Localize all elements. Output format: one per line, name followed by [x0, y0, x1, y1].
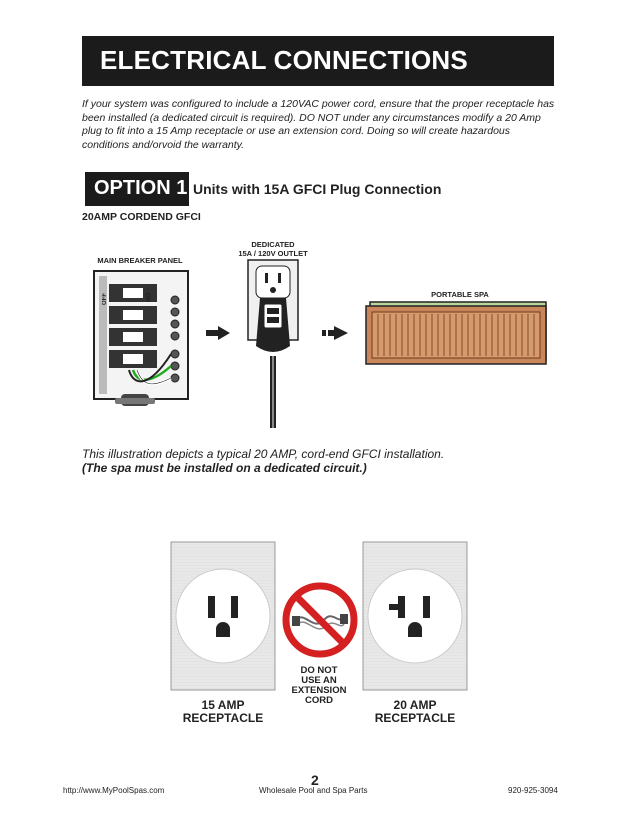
- warning-line1: DO NOT: [300, 665, 338, 676]
- 20-amp-receptacle-illustration: [362, 541, 468, 691]
- arrow-icon: [206, 326, 230, 340]
- illustration-caption: This illustration depicts a typical 20 AMP, cord-end GFCI installation.: [82, 447, 445, 461]
- footer-center-text: Wholesale Pool and Spa Parts: [259, 786, 368, 795]
- outlet-label-line1: DEDICATED: [251, 240, 295, 249]
- footer-website-link[interactable]: http://www.MyPoolSpas.com: [63, 786, 165, 795]
- warning-line2: USE AN: [301, 675, 337, 686]
- warning-line4: CORD: [305, 695, 333, 706]
- intro-paragraph: If your system was configured to include a 120VAC power cord, ensure that the proper receptacle has been installed (a dedicated circuit is required). DO NOT under any circumstances modify a 20 Amp plug to fit into a 15 Amp receptacle or use an extension cord. Doing so will create hazardous conditions and/orvoid the warranty.: [82, 98, 555, 151]
- option-badge-label: OPTION 1: [94, 177, 188, 199]
- option-badge: [85, 172, 189, 206]
- warning-line3: EXTENSION: [291, 685, 347, 696]
- illustration-caption-note: (The spa must be installed on a dedicated circuit.): [82, 461, 367, 475]
- outlet-label-line2: 15A / 120V OUTLET: [238, 249, 308, 258]
- footer-phone: 920-925-3094: [508, 786, 558, 795]
- subheading: 20AMP CORDEND GFCI: [82, 211, 201, 223]
- 15-amp-receptacle-label: RECEPTACLE: [182, 711, 264, 725]
- outlet-with-gfci-illustration: [238, 258, 308, 428]
- breaker-panel-illustration: [93, 270, 189, 414]
- 15-amp-label: 15 AMP: [201, 698, 245, 712]
- breaker-panel-label: MAIN BREAKER PANEL: [97, 256, 183, 265]
- portable-spa-illustration: [362, 298, 552, 368]
- arrow-icon: [322, 326, 348, 340]
- no-extension-cord-icon: [280, 580, 360, 660]
- breaker-off-label: OFF: [102, 293, 108, 305]
- 15-amp-receptacle-illustration: [170, 541, 276, 691]
- spa-label: PORTABLE SPA: [431, 290, 489, 299]
- section-title: ELECTRICAL CONNECTIONS: [100, 45, 468, 75]
- breaker-on-label: ON: [144, 293, 150, 302]
- option-title: Units with 15A GFCI Plug Connection: [193, 181, 442, 197]
- 20-amp-receptacle-label: RECEPTACLE: [374, 711, 456, 725]
- section-title-bar: [82, 36, 554, 86]
- 20-amp-label: 20 AMP: [393, 698, 437, 712]
- page-number: 2: [311, 772, 319, 788]
